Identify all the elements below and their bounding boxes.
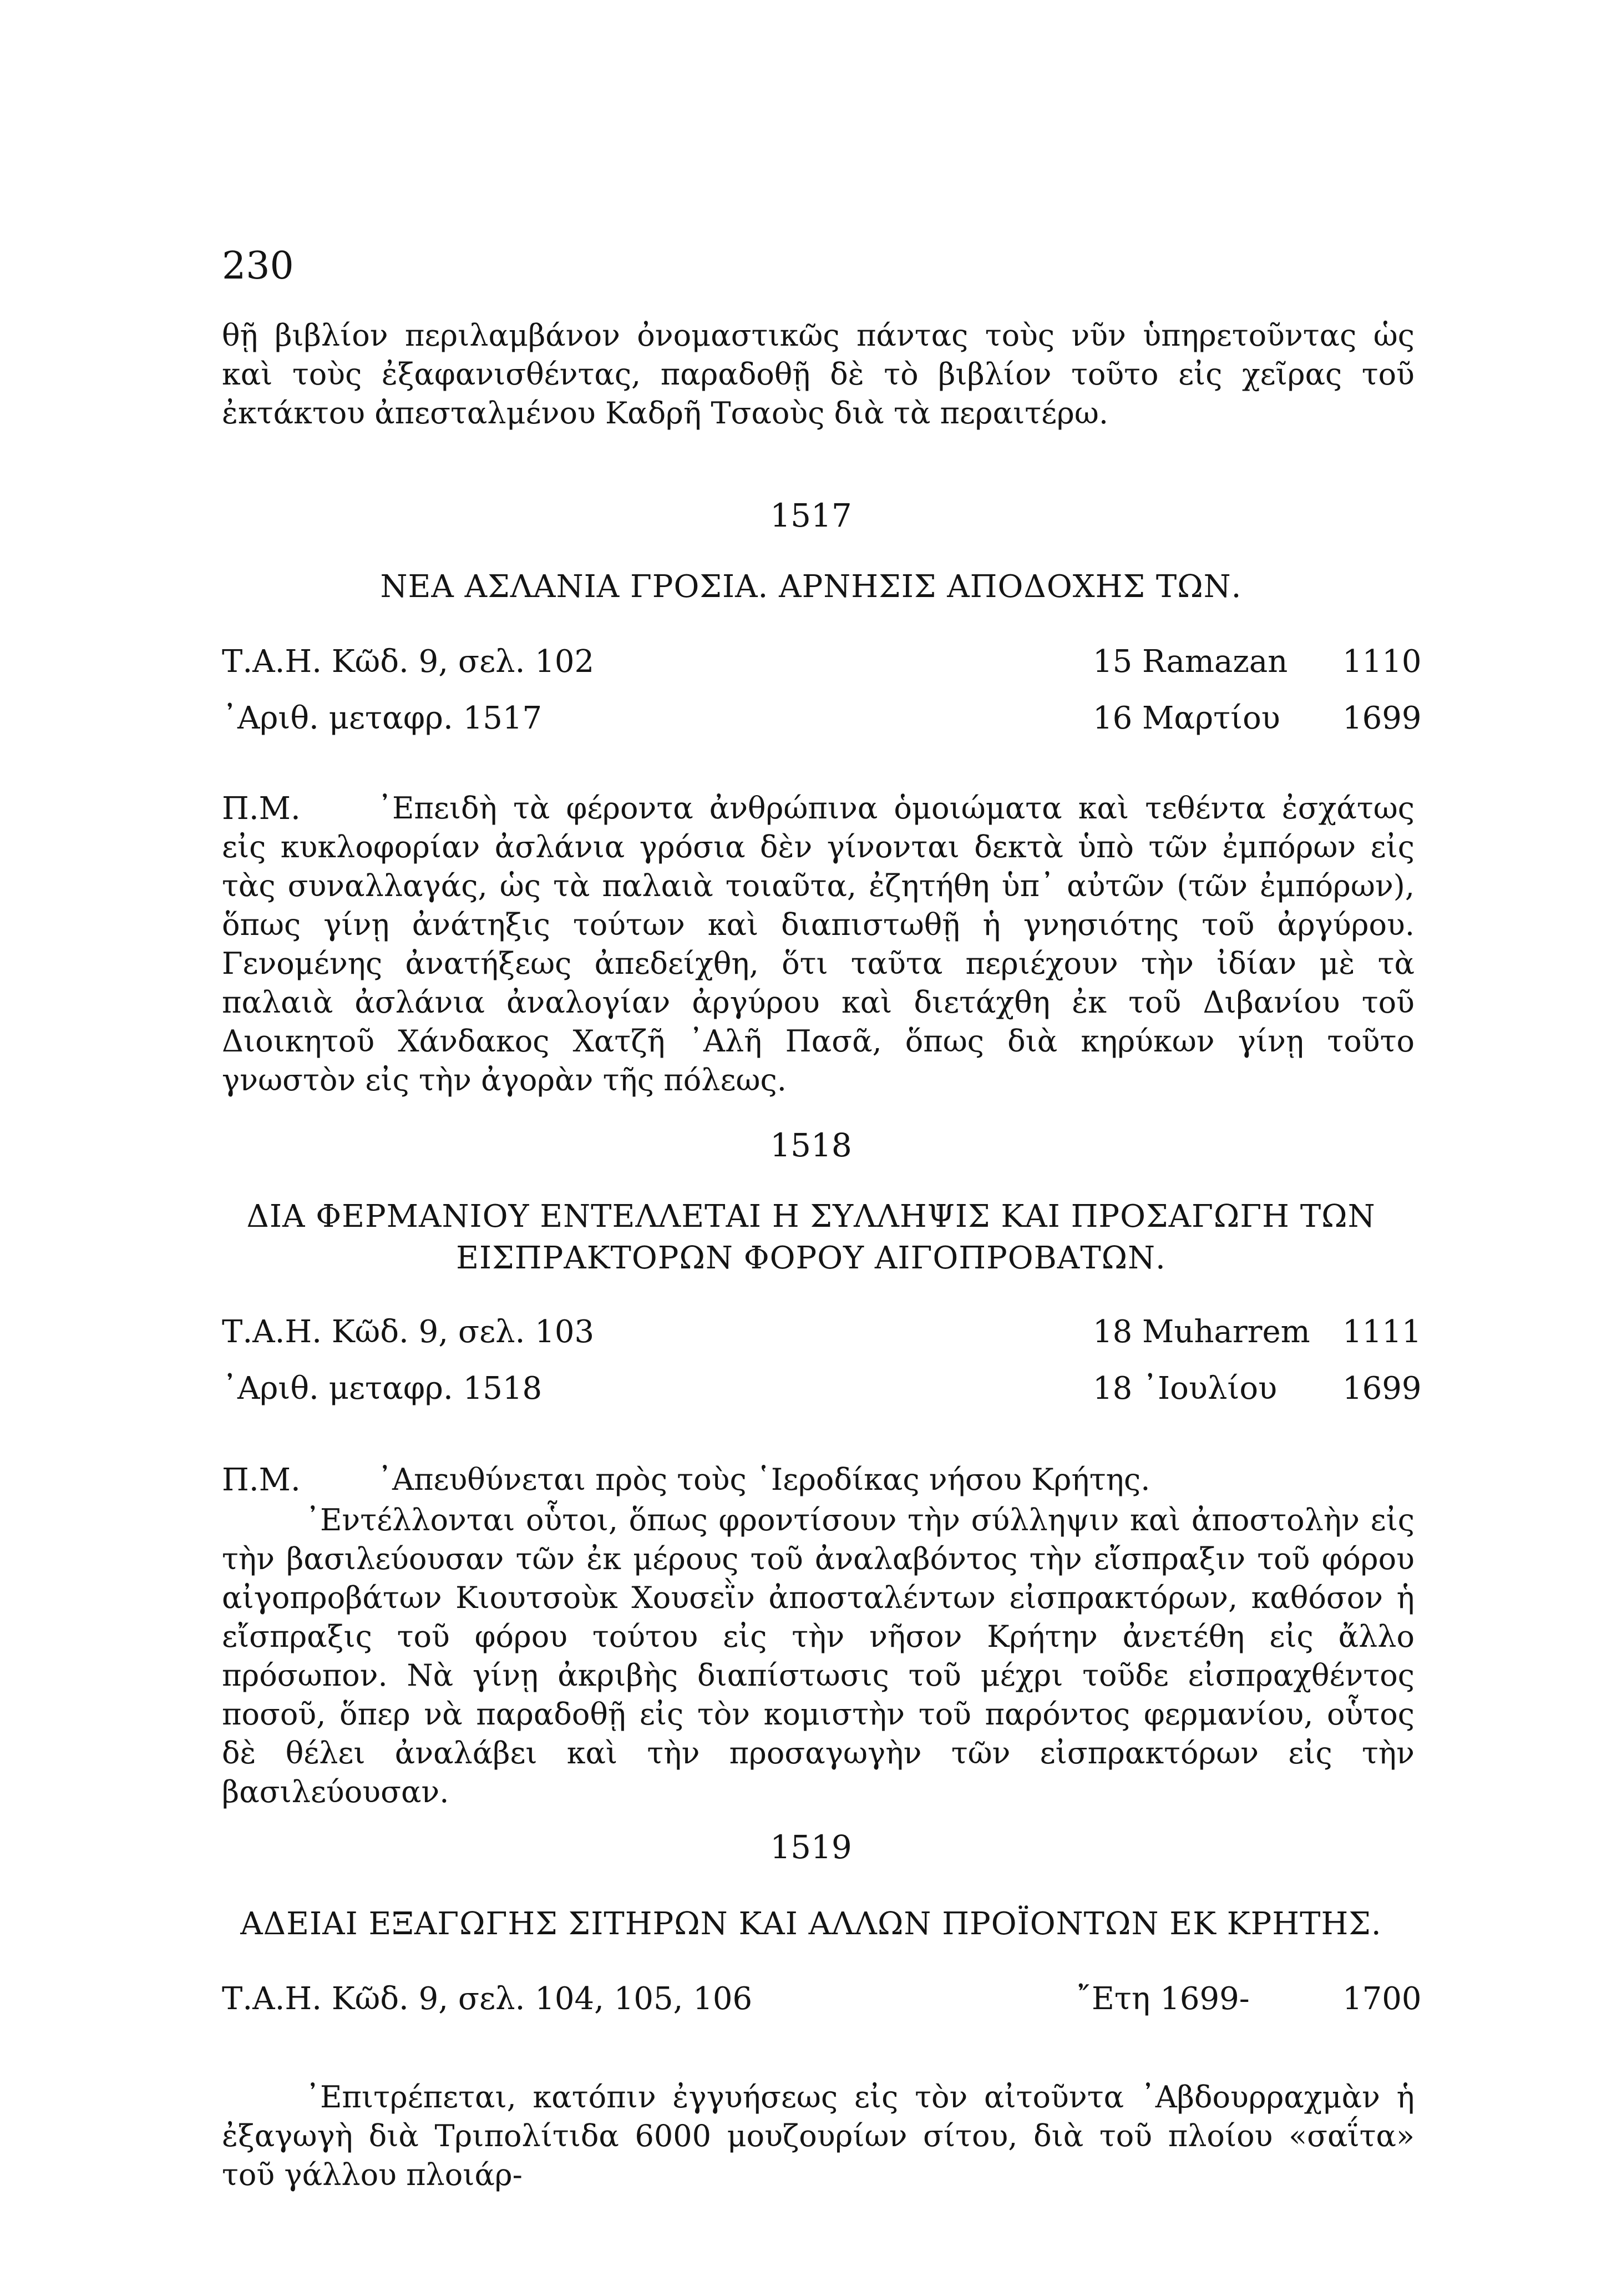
doc-1518-year-hijri: 1111 <box>1342 1314 1422 1350</box>
doc-1518-body <box>222 1501 1415 1812</box>
doc-1517-ref-translation: ᾽Αριθ. μεταφρ. 1517 <box>222 700 543 736</box>
doc-1517-date-greg: 16 Μαρτίου <box>1093 700 1280 736</box>
doc-1517-number: 1517 <box>770 497 852 534</box>
doc-1519-title: ΑΔΕΙΑΙ ΕΞΑΓΩΓΗΣ ΣΙΤΗΡΩΝ ΚΑΙ ΑΛΛΩΝ ΠΡΟΪΟΝΤΩΝ ΕΚ ΚΡΗΤΗΣ. <box>240 1906 1382 1942</box>
doc-1519-body-text: ᾽Επιτρέπεται, κατόπιν ἐγγυήσεως εἰς τὸν αἰτοῦντα ᾽Αβδουρραχμὰν ἡ ἐξαγωγὴ διὰ Τριπολίτιδα 6000 μουζουρίων σίτου, διὰ τοῦ πλοίου «σαΐτα» τοῦ γάλλου πλοιάρ- <box>222 2080 1415 2192</box>
doc-1519-body <box>222 2078 1415 2194</box>
doc-1517-ref-code: Τ.Α.Η. Κῶδ. 9, σελ. 102 <box>222 644 595 680</box>
doc-1517-title: ΝΕΑ ΑΣΛΑΝΙΑ ΓΡΟΣΙΑ. ΑΡΝΗΣΙΣ ΑΠΟΔΟΧΗΣ ΤΩΝ. <box>380 569 1242 605</box>
doc-1518-year-greg: 1699 <box>1342 1370 1422 1407</box>
doc-1518-title-line1: ΔΙΑ ΦΕΡΜΑΝΙΟΥ ΕΝΤΕΛΛΕΤΑΙ Η ΣΥΛΛΗΨΙΣ ΚΑΙ ΠΡΟΣΑΓΩΓΗ ΤΩΝ <box>246 1198 1376 1235</box>
doc-1519-number: 1519 <box>770 1828 852 1866</box>
doc-1518-address: ᾽Απευθύνεται πρὸς τοὺς ῾Ιεροδίκας νήσου Κρήτης. <box>377 1462 1150 1497</box>
page-number: 230 <box>222 244 294 288</box>
intro-paragraph <box>222 316 1415 433</box>
doc-1518-date-greg: 18 ᾽Ιουλίου <box>1093 1370 1278 1407</box>
doc-1519-years-label: ῎Ετη 1699- <box>1076 1981 1250 2017</box>
doc-1518-ref-code: Τ.Α.Η. Κῶδ. 9, σελ. 103 <box>222 1314 595 1350</box>
doc-1517-year-hijri: 1110 <box>1342 644 1422 680</box>
doc-1519-ref-code: Τ.Α.Η. Κῶδ. 9, σελ. 104, 105, 106 <box>222 1981 753 2017</box>
doc-1518-ref-translation: ᾽Αριθ. μεταφρ. 1518 <box>222 1370 543 1407</box>
doc-1518-body-text: ᾽Εντέλλονται οὗτοι, ὅπως φροντίσουν τὴν σύλληψιν καὶ ἀποστολὴν εἰς τὴν βασιλεύουσαν τῶν ἐκ μέρους τοῦ ἀναλαβόντος τὴν εἴσπραξιν τοῦ φόρου αἰγοπροβάτων Κιουτσοὺκ Χουσεῒν ἀποσταλέντων εἰσπρακτόρων, καθόσον ἡ εἴσπραξις τοῦ φόρου τούτου εἰς τὴν νῆσον Κρήτην ἀνετέθη εἰς ἄλλο πρόσωπον. Νὰ γίνῃ ἀκριβὴς διαπίστωσις τοῦ μέχρι τοῦδε εἰσπραχθέντος ποσοῦ, ὅπερ νὰ παραδοθῇ εἰς τὸν κομιστὴν τοῦ παρόντος φερμανίου, οὗτος δὲ θέλει ἀναλάβει καὶ τὴν προσαγωγὴν τῶν εἰσπρακτόρων εἰς τὴν βασιλεύουσαν. <box>222 1503 1415 1809</box>
doc-1518-title-line2: ΕΙΣΠΡΑΚΤΟΡΩΝ ΦΟΡΟΥ ΑΙΓΟΠΡΟΒΑΤΩΝ. <box>456 1240 1166 1276</box>
doc-1518-pm-label: Π.Μ. <box>222 1462 301 1498</box>
doc-1518-number: 1518 <box>770 1126 852 1164</box>
intro-text: θῇ βιβλίον περιλαμβάνον ὀνομαστικῶς πάντας τοὺς νῦν ὑπηρετοῦντας ὡς καὶ τοὺς ἐξαφανισθέντας, παραδοθῇ δὲ τὸ βιβλίον τοῦτο εἰς χεῖρας τοῦ ἐκτάκτου ἀπεσταλμένου Καδρῆ Τσαοὺς διὰ τὰ περαιτέρω. <box>222 318 1415 431</box>
doc-1517-body-text: ᾽Επειδὴ τὰ φέροντα ἀνθρώπινα ὁμοιώματα καὶ τεθέντα ἐσχάτως εἰς κυκλοφορίαν ἀσλάνια γρόσια δὲν γίνονται δεκτὰ ὑπὸ τῶν ἐμπόρων εἰς τὰς συναλλαγάς, ὡς τὰ παλαιὰ τοιαῦτα, ἐζητήθη ὑπ᾽ αὐτῶν (τῶν ἐμπόρων), ὅπως γίνῃ ἀνάτηξις τούτων καὶ διαπιστωθῇ ἡ γνησιότης τοῦ ἀργύρου. Γενομένης ἀνατήξεως ἀπεδείχθη, ὅτι ταῦτα περιέχουν τὴν ἰδίαν μὲ τὰ παλαιὰ ἀσλάνια ἀναλογίαν ἀργύρου καὶ διετάχθη ἐκ τοῦ Διβανίου τοῦ Διοικητοῦ Χάνδακος Χατζῆ ᾽Αλῆ Πασᾶ, ὅπως διὰ κηρύκων γίνῃ τοῦτο γνωστὸν εἰς τὴν ἀγορὰν τῆς πόλεως. <box>222 791 1415 1098</box>
doc-1517-date-hijri: 15 Ramazan <box>1093 644 1288 680</box>
doc-1519-year-end: 1700 <box>1342 1981 1422 2017</box>
doc-1518-date-hijri: 18 Muharrem <box>1093 1314 1310 1350</box>
doc-1517-body <box>222 789 1415 1100</box>
doc-1517-pm-label: Π.Μ. <box>222 791 301 827</box>
doc-1517-year-greg: 1699 <box>1342 700 1422 736</box>
